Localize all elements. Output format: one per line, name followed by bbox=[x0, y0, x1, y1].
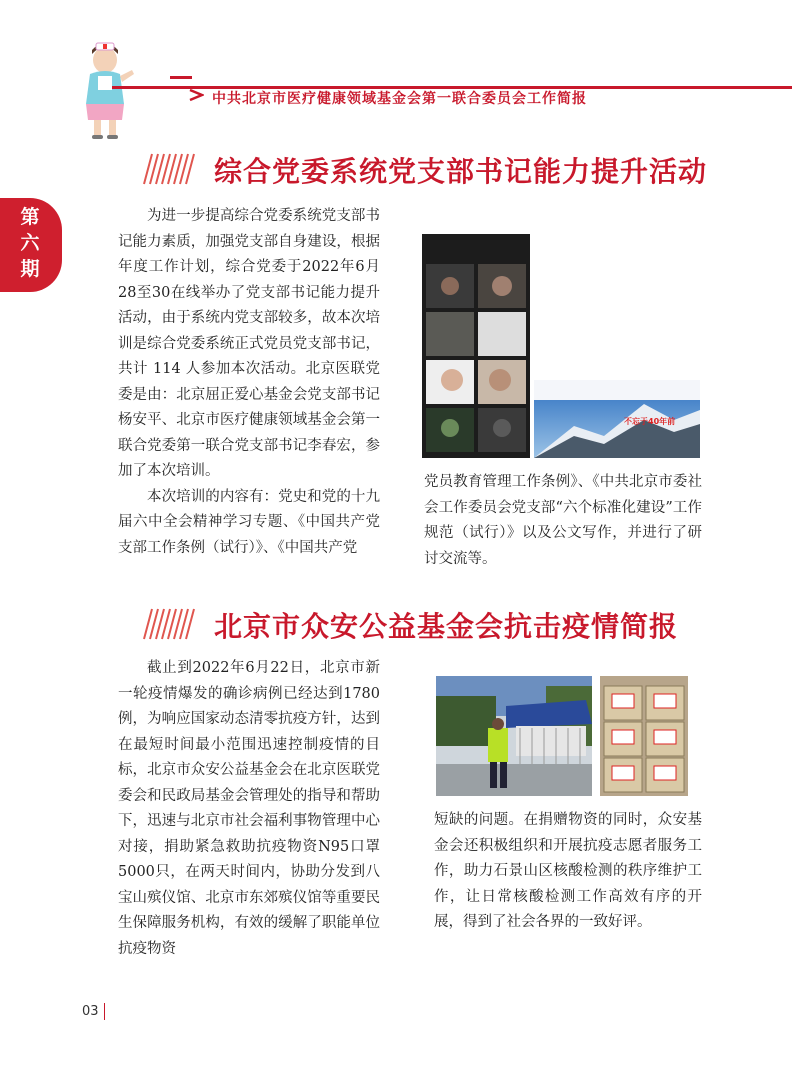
issue-tab-char: 第 bbox=[20, 206, 40, 228]
issue-tab bbox=[0, 198, 62, 292]
training-slide-photo bbox=[534, 380, 700, 458]
volunteer-tent-photo bbox=[436, 676, 592, 796]
section1-left-column bbox=[118, 204, 380, 561]
section2-title: 北京市众安公益基金会抗击疫情简报 bbox=[214, 610, 679, 643]
header-accent-line bbox=[170, 76, 192, 79]
slide-caption: 不忘于40年前 bbox=[624, 417, 676, 426]
donated-supplies-photo bbox=[600, 676, 688, 796]
section1-right-column bbox=[424, 470, 702, 572]
issue-tab-char: 期 bbox=[20, 258, 40, 280]
header-title: 中共北京市医疗健康领域基金会第一联合委员会工作简报 bbox=[212, 91, 587, 107]
nurse-illustration bbox=[72, 40, 138, 140]
section2-paragraph: 短缺的问题。在捐赠物资的同时，众安基金会还积极组织和开展抗疫志愿者服务工作，助力石景山区核酸检测的秩序维护工作，让日常核酸检测工作高效有序的开展，得到了社会各界的一致好评。 bbox=[434, 812, 702, 930]
page-number-divider bbox=[104, 1003, 105, 1020]
section1-paragraph: 本次培训的内容有：党史和党的十九届六中全会精神学习专题、《中国共产党支部工作条例（试行）》、《中国共产党 bbox=[118, 488, 380, 556]
section1-title: 综合党委系统党支部书记能力提升活动 bbox=[214, 155, 708, 188]
section1-paragraph: 党员教育管理工作条例》、《中共北京市委社会工作委员会党支部“六个标准化建设”工作规范（试行）》以及公文写作，并进行了研讨交流等。 bbox=[424, 474, 702, 567]
section1-paragraph: 为进一步提高综合党委系统党支部书记能力素质，加强党支部自身建设，根据年度工作计划，综合党委于2022年6月28至30在线举办了党支部书记能力提升活动，由于系统内党支部较多，故本次培训是综合党委系统正式党员党支部书记，共计 114 人参加本次活动。北京医联党委是由：北京屈正爱心基金会党支部书记杨安平、北京市医疗健康领域基金会第一联合党委第一联合党支部书记李春宏，参加了本次培训。 bbox=[118, 208, 380, 479]
heading-stripes-icon bbox=[138, 152, 200, 186]
issue-tab-char: 六 bbox=[20, 232, 40, 254]
section2-left-column bbox=[118, 656, 380, 962]
page-number: 03 bbox=[82, 1004, 99, 1019]
section2-paragraph: 截止到2022年6月22日，北京市新一轮疫情爆发的确诊病例已经达到1780例，为响应国家动态清零抗疫方针，达到在最短时间最小范围迅速控制疫情的目标，北京市众安公益基金会在北京医联党委会和民政局基金会管理处的指导和帮助下，迅速与北京市社会福利事物管理中心对接，捐助紧急救助抗疫物资N95口罩5000只，在两天时间内，协助分发到八宝山殡仪馆、北京市东郊殡仪馆等重要民生保障服务机构，有效的缓解了职能单位抗疫物资 bbox=[118, 660, 380, 957]
heading-stripes-icon bbox=[138, 607, 200, 641]
video-conference-screenshot bbox=[422, 234, 530, 458]
header-arrow-icon bbox=[188, 88, 204, 102]
section2-right-column bbox=[434, 808, 702, 936]
